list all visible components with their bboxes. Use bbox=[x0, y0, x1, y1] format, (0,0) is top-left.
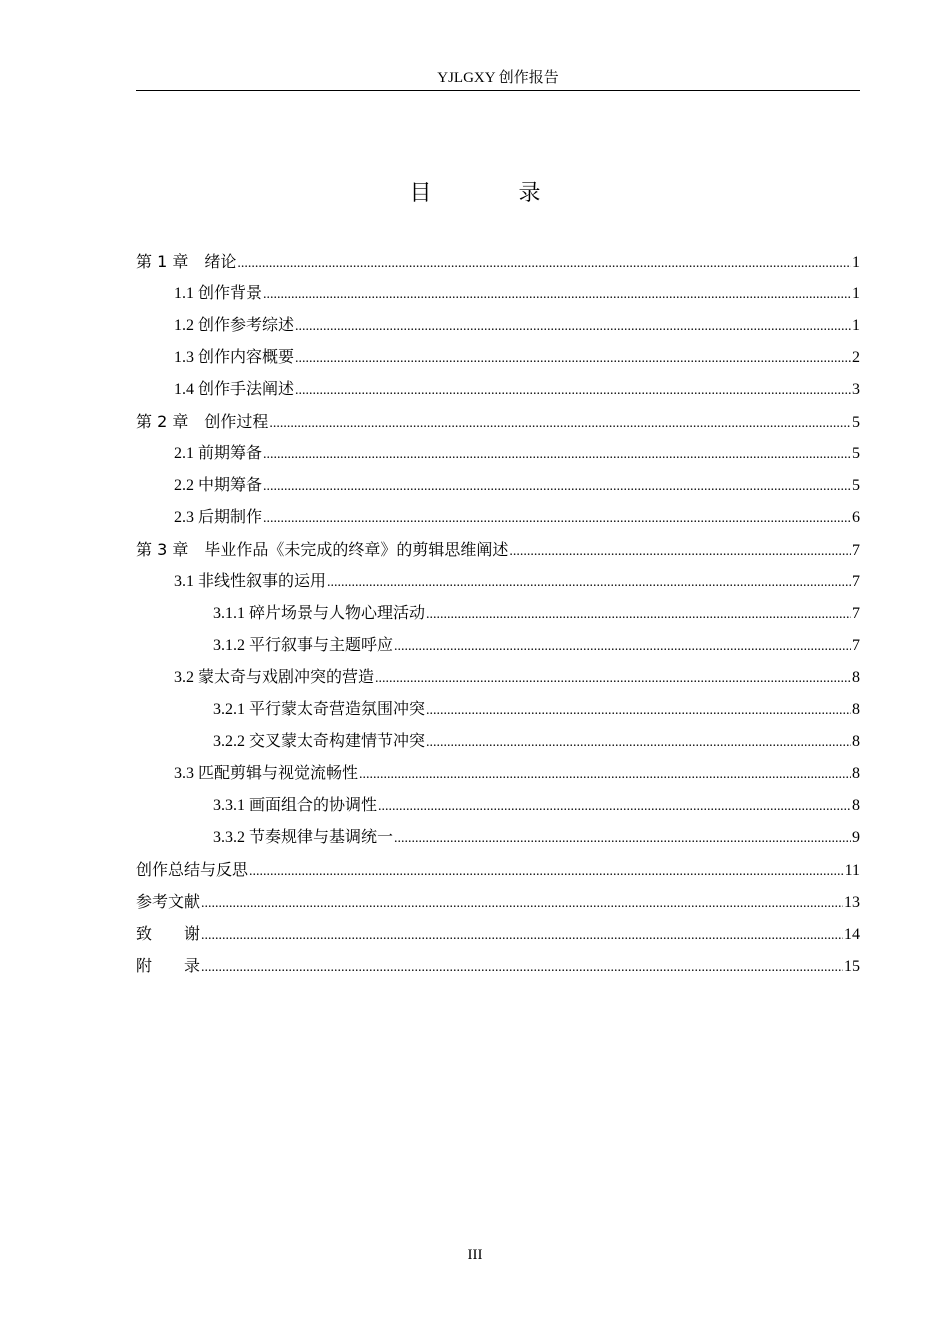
toc-entry-label: 3.2.1 平行蒙太奇营造氛围冲突 bbox=[213, 701, 426, 718]
toc-entry-page: 1 bbox=[852, 254, 860, 271]
toc-entry-page: 11 bbox=[844, 862, 860, 879]
toc-leader-dots bbox=[426, 727, 851, 759]
page-number: III bbox=[467, 1247, 483, 1263]
toc-entry-page: 7 bbox=[852, 605, 860, 622]
toc-entry-page: 8 bbox=[852, 733, 860, 750]
toc-leader-dots bbox=[295, 311, 851, 343]
toc-leader-dots bbox=[509, 536, 851, 568]
toc-entry[interactable] bbox=[136, 950, 860, 982]
toc-entry-label: 1.4 创作手法阐述 bbox=[174, 381, 295, 398]
toc-entry-label: 致 谢 bbox=[136, 924, 201, 943]
toc-entry[interactable] bbox=[136, 342, 860, 374]
toc-leader-dots bbox=[327, 567, 851, 599]
toc-entry-label: 2.1 前期筹备 bbox=[174, 445, 263, 462]
toc-entry-label: 创作总结与反思 bbox=[136, 860, 249, 879]
toc-entry[interactable] bbox=[136, 822, 860, 854]
toc-entry[interactable] bbox=[136, 854, 860, 886]
toc-entry[interactable] bbox=[136, 726, 860, 758]
toc-entry-page: 1 bbox=[852, 317, 860, 334]
toc-leader-dots bbox=[359, 759, 851, 791]
toc-entry-label: 3.3.1 画面组合的协调性 bbox=[213, 797, 378, 814]
toc-leader-dots bbox=[295, 343, 851, 375]
toc-entry-label: 第 2 章 创作过程 bbox=[136, 412, 269, 431]
toc-leader-dots bbox=[263, 471, 851, 503]
toc-leader-dots bbox=[201, 920, 843, 952]
toc-entry-label: 3.1.2 平行叙事与主题呼应 bbox=[213, 637, 394, 654]
toc-entry-page: 14 bbox=[844, 926, 860, 943]
toc-entry-label: 3.2 蒙太奇与戏剧冲突的营造 bbox=[174, 669, 375, 686]
toc-entry-page: 3 bbox=[852, 381, 860, 398]
toc-entry-page: 8 bbox=[852, 701, 860, 718]
toc-entry[interactable] bbox=[136, 598, 860, 630]
toc-leader-dots bbox=[263, 439, 851, 471]
toc-entry[interactable] bbox=[136, 566, 860, 598]
toc-entry-page: 7 bbox=[852, 637, 860, 654]
toc-leader-dots bbox=[249, 856, 844, 888]
toc-entry[interactable] bbox=[136, 438, 860, 470]
toc-leader-dots bbox=[263, 503, 851, 535]
toc-entry-label: 3.2.2 交叉蒙太奇构建情节冲突 bbox=[213, 733, 426, 750]
toc-entry-page: 9 bbox=[852, 829, 860, 846]
toc-title: 目 录 bbox=[409, 181, 581, 206]
toc-entry-page: 6 bbox=[852, 509, 860, 526]
toc-entry-page: 8 bbox=[852, 765, 860, 782]
table-of-contents bbox=[136, 246, 860, 982]
toc-leader-dots bbox=[378, 791, 851, 823]
toc-leader-dots bbox=[375, 663, 851, 695]
toc-entry-label: 1.2 创作参考综述 bbox=[174, 317, 295, 334]
toc-entry[interactable] bbox=[136, 758, 860, 790]
toc-entry[interactable] bbox=[136, 470, 860, 502]
toc-entry[interactable] bbox=[136, 374, 860, 406]
toc-leader-dots bbox=[295, 375, 851, 407]
toc-entry-label: 2.2 中期筹备 bbox=[174, 477, 263, 494]
toc-entry-page: 8 bbox=[852, 797, 860, 814]
toc-leader-dots bbox=[201, 952, 843, 984]
toc-leader-dots bbox=[394, 823, 851, 855]
toc-entry[interactable] bbox=[136, 278, 860, 310]
toc-entry-label: 第 3 章 毕业作品《未完成的终章》的剪辑思维阐述 bbox=[136, 540, 509, 559]
toc-entry[interactable] bbox=[136, 918, 860, 950]
toc-entry-page: 5 bbox=[852, 414, 860, 431]
toc-entry-label: 3.1.1 碎片场景与人物心理活动 bbox=[213, 605, 426, 622]
toc-entry-label: 参考文献 bbox=[136, 892, 201, 911]
toc-leader-dots bbox=[263, 279, 851, 311]
toc-entry-label: 3.1 非线性叙事的运用 bbox=[174, 573, 327, 590]
toc-entry-label: 3.3 匹配剪辑与视觉流畅性 bbox=[174, 765, 359, 782]
toc-entry[interactable] bbox=[136, 694, 860, 726]
toc-entry-label: 附 录 bbox=[136, 956, 201, 975]
toc-entry[interactable] bbox=[136, 246, 860, 278]
toc-leader-dots bbox=[426, 599, 851, 631]
toc-entry[interactable] bbox=[136, 790, 860, 822]
toc-leader-dots bbox=[237, 248, 851, 280]
toc-entry-label: 1.1 创作背景 bbox=[174, 285, 263, 302]
toc-leader-dots bbox=[269, 408, 851, 440]
toc-entry[interactable] bbox=[136, 662, 860, 694]
toc-leader-dots bbox=[426, 695, 851, 727]
toc-entry-page: 7 bbox=[852, 573, 860, 590]
toc-leader-dots bbox=[201, 888, 843, 920]
toc-entry-page: 7 bbox=[852, 542, 860, 559]
toc-entry[interactable] bbox=[136, 534, 860, 566]
toc-entry[interactable] bbox=[136, 406, 860, 438]
toc-entry-page: 15 bbox=[844, 958, 860, 975]
toc-entry-label: 第 1 章 绪论 bbox=[136, 252, 237, 271]
toc-entry-label: 3.3.2 节奏规律与基调统一 bbox=[213, 829, 394, 846]
toc-entry[interactable] bbox=[136, 502, 860, 534]
toc-entry-page: 5 bbox=[852, 445, 860, 462]
toc-entry-label: 2.3 后期制作 bbox=[174, 509, 263, 526]
toc-entry-label: 1.3 创作内容概要 bbox=[174, 349, 295, 366]
toc-entry-page: 2 bbox=[852, 349, 860, 366]
page-header: YJLGXY 创作报告 bbox=[136, 66, 860, 91]
toc-entry[interactable] bbox=[136, 630, 860, 662]
toc-entry[interactable] bbox=[136, 310, 860, 342]
toc-entry-page: 13 bbox=[844, 894, 860, 911]
toc-entry[interactable] bbox=[136, 886, 860, 918]
toc-entry-page: 8 bbox=[852, 669, 860, 686]
toc-entry-page: 5 bbox=[852, 477, 860, 494]
toc-entry-page: 1 bbox=[852, 285, 860, 302]
toc-leader-dots bbox=[394, 631, 851, 663]
